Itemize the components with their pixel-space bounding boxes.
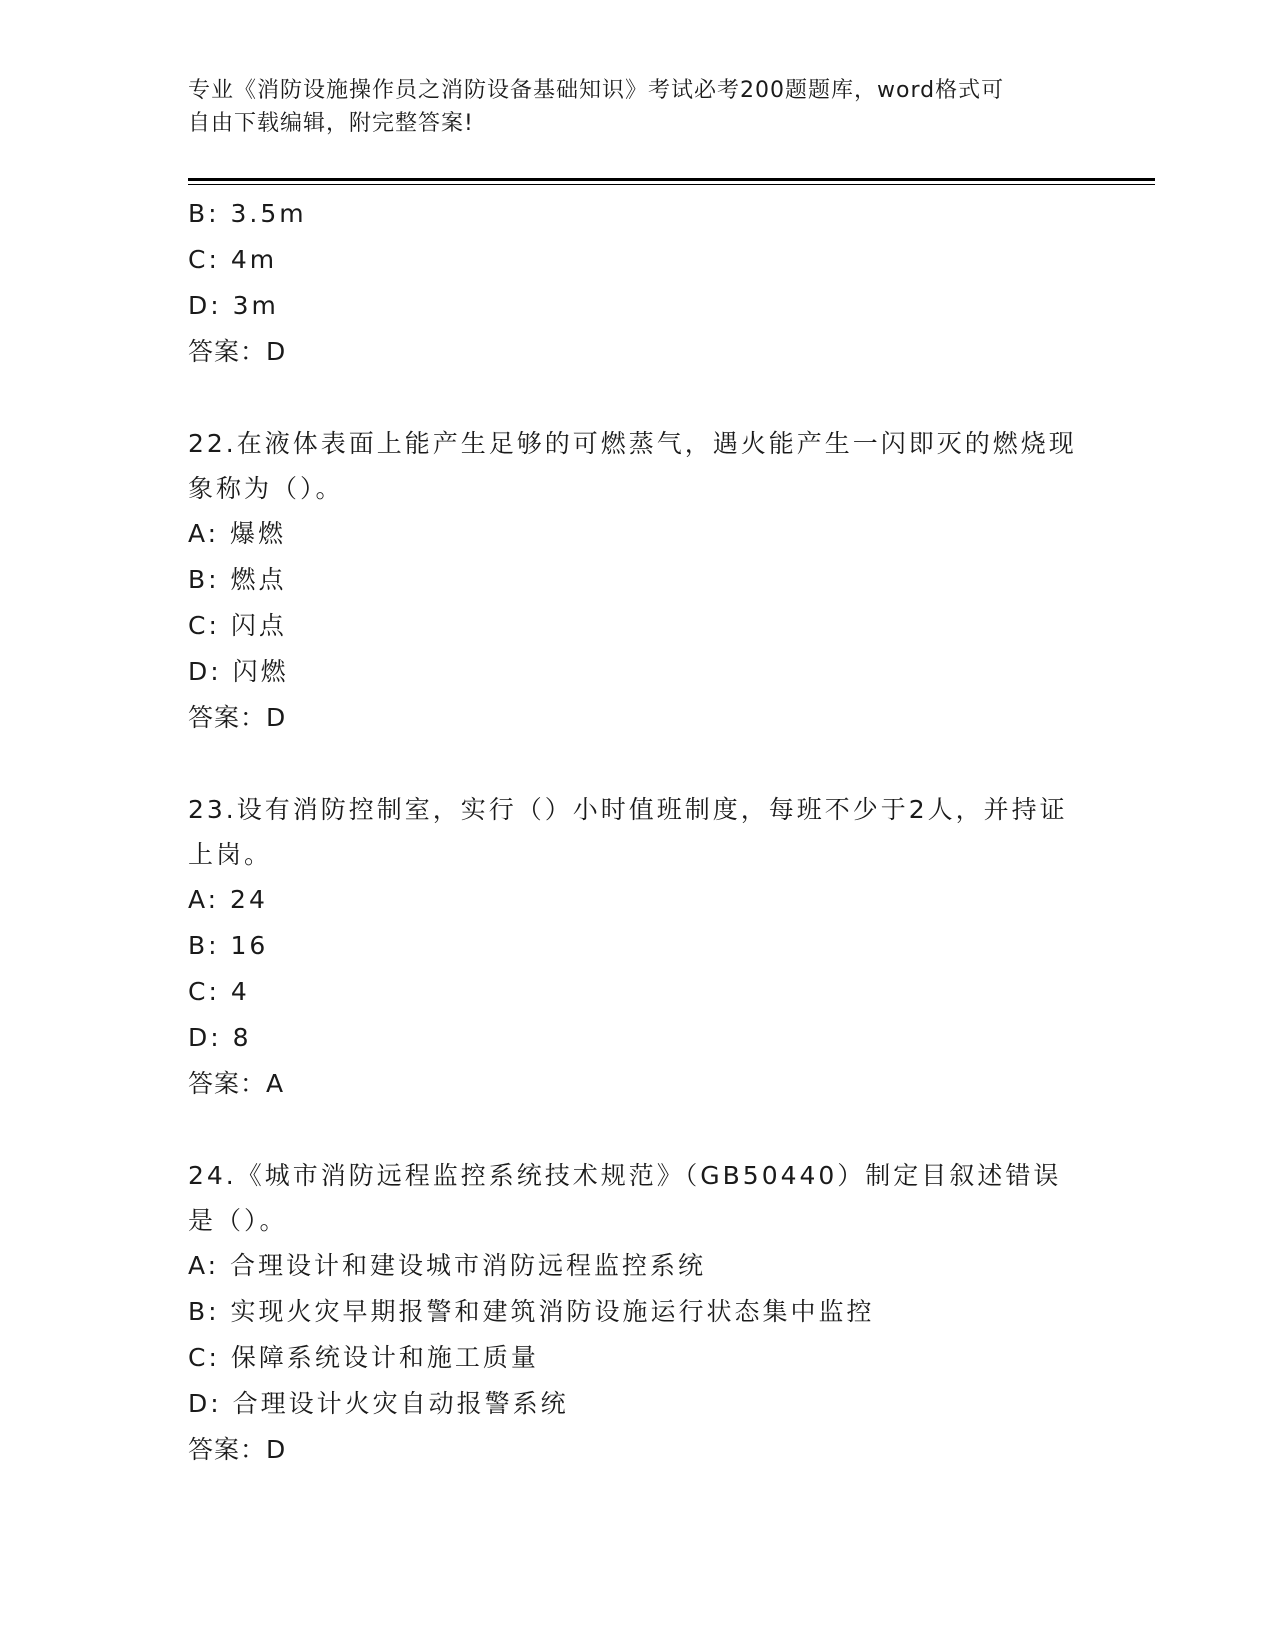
question-23 bbox=[188, 787, 1088, 1107]
answer-label: 答案：D bbox=[188, 703, 287, 732]
option-b: B: 16 bbox=[188, 931, 269, 960]
option-c: C: 4m bbox=[188, 245, 278, 274]
header-divider-thin bbox=[188, 184, 1155, 185]
option-a: A: 24 bbox=[188, 885, 268, 914]
question-text: 22.在液体表面上能产生足够的可燃蒸气，遇火能产生一闪即灭的燃烧现象称为（）。 bbox=[188, 429, 1077, 503]
option-b: B: 燃点 bbox=[188, 565, 287, 594]
question-spacer bbox=[188, 741, 1088, 787]
header-divider-thick bbox=[188, 178, 1155, 181]
answer-label: 答案：A bbox=[188, 1069, 285, 1098]
option-d: D: 3m bbox=[188, 291, 279, 320]
question-list bbox=[188, 191, 1088, 1473]
option-d: D: 8 bbox=[188, 1023, 252, 1052]
option-d: D: 合理设计火灾自动报警系统 bbox=[188, 1389, 569, 1418]
answer-label: 答案：D bbox=[188, 1435, 287, 1464]
option-c: C: 4 bbox=[188, 977, 250, 1006]
option-b: B: 3.5m bbox=[188, 199, 307, 228]
question-text: 23.设有消防控制室，实行（）小时值班制度，每班不少于2人，并持证上岗。 bbox=[188, 795, 1068, 869]
header-title-line-1: 专业《消防设施操作员之消防设备基础知识》考试必考200题题库，word格式可 bbox=[188, 78, 1005, 103]
option-c: C: 闪点 bbox=[188, 611, 287, 640]
question-spacer bbox=[188, 1107, 1088, 1153]
option-b: B: 实现火灾早期报警和建筑消防设施运行状态集中监控 bbox=[188, 1297, 875, 1326]
question-21-tail bbox=[188, 191, 1088, 375]
option-c: C: 保障系统设计和施工质量 bbox=[188, 1343, 539, 1372]
option-a: A: 合理设计和建设城市消防远程监控系统 bbox=[188, 1251, 707, 1280]
question-spacer bbox=[188, 375, 1088, 421]
document-header bbox=[188, 74, 1088, 140]
answer-label: 答案：D bbox=[188, 337, 287, 366]
question-24 bbox=[188, 1153, 1088, 1473]
question-text: 24.《城市消防远程监控系统技术规范》（GB50440）制定目叙述错误是（）。 bbox=[188, 1161, 1062, 1235]
option-d: D: 闪燃 bbox=[188, 657, 289, 686]
header-title-line-2: 自由下载编辑，附完整答案! bbox=[188, 111, 474, 136]
option-a: A: 爆燃 bbox=[188, 519, 287, 548]
question-22 bbox=[188, 421, 1088, 741]
